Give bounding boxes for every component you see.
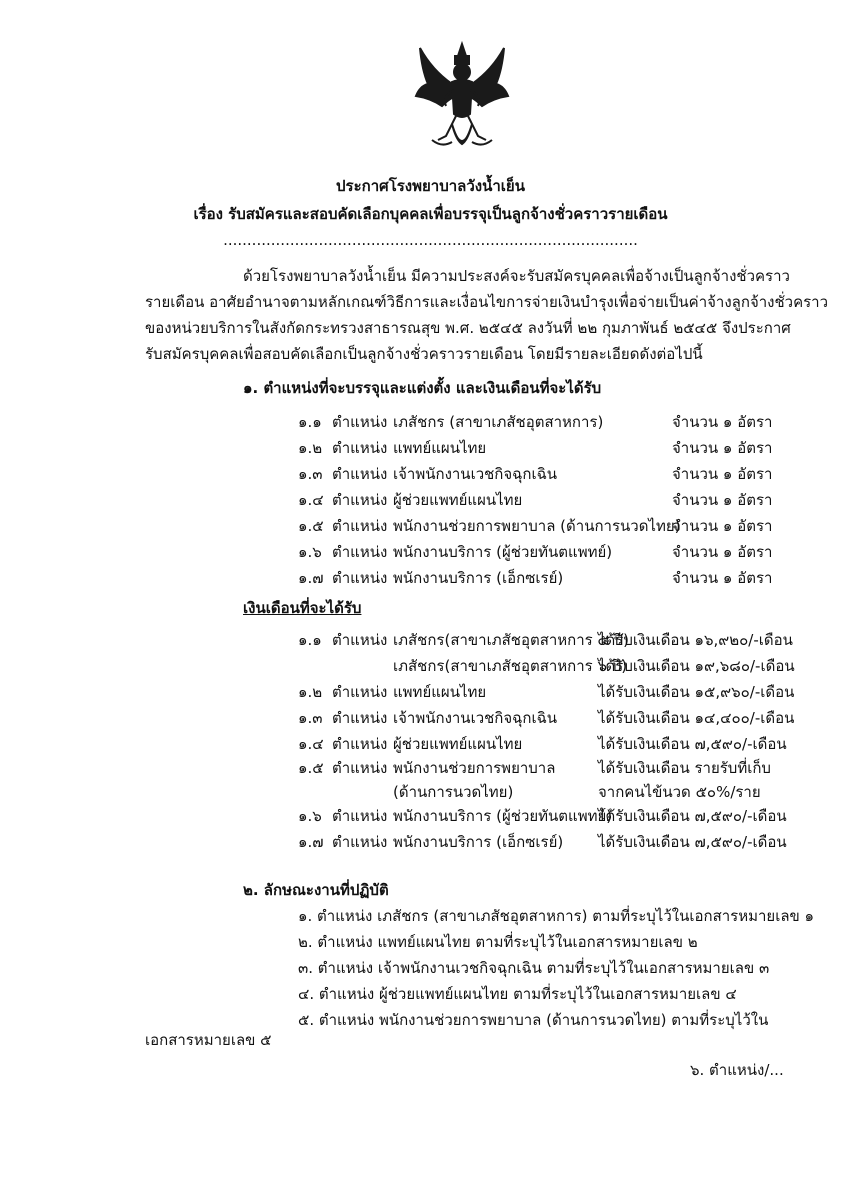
position-count: จำนวน ๑ อัตรา [672,413,773,431]
salary-amount: ได้รับเงินเดือน ๑๔,๔๐๐/-เดือน [598,709,795,727]
salary-amount: ได้รับเงินเดือน รายรับที่เก็บ [598,759,771,777]
position-number: ๑.๔ [298,491,324,509]
salary-number: ๑.๖ [298,807,322,825]
salary-label: ตำแหน่ง [332,807,388,825]
salary-number: ๑.๗ [298,833,324,851]
duty-item: ๒. ตำแหน่ง แพทย์แผนไทย ตามที่ระบุไว้ในเอกสารหมายเลข ๒ [298,933,698,951]
section-2-heading: ๒. ลักษณะงานที่ปฏิบัติ [243,881,389,899]
intro-line-2: รายเดือน อาศัยอำนาจตามหลักเกณฑ์วิธีการและเงื่อนไขการจ่ายเงินบำรุงเพื่อจ่ายเป็นค่าจ้างลูกจ้างชั่วคราว [145,293,829,311]
position-label: ตำแหน่ง [332,491,388,509]
position-name: เจ้าพนักงานเวชกิจฉุกเฉิน [393,465,558,483]
salary-label: ตำแหน่ง [332,683,388,701]
position-name: พนักงานบริการ (เอ็กซเรย์) [393,569,564,587]
salary-position-name: เภสัชกร(สาขาเภสัชอุตสาหการ ๖ ปี) [393,657,628,675]
salary-label: ตำแหน่ง [332,709,388,727]
salary-amount: ได้รับเงินเดือน ๑๙,๖๘๐/-เดือน [598,657,795,675]
position-label: ตำแหน่ง [332,413,388,431]
salary-number: ๑.๑ [298,631,322,649]
duty-item: ๔. ตำแหน่ง ผู้ช่วยแพทย์แผนไทย ตามที่ระบุไว้ในเอกสารหมายเลข ๔ [298,985,737,1003]
intro-line-4: รับสมัครบุคคลเพื่อสอบคัดเลือกเป็นลูกจ้างชั่วคราวรายเดือน โดยมีรายละเอียดดังต่อไปนี้ [145,345,703,363]
position-count: จำนวน ๑ อัตรา [672,439,773,457]
title-separator: ....................................................................................... [223,231,638,249]
salary-amount: ได้รับเงินเดือน ๗,๕๙๐/-เดือน [598,735,787,753]
position-label: ตำแหน่ง [332,543,388,561]
position-label: ตำแหน่ง [332,569,388,587]
salary-position-name: (ด้านการนวดไทย) [393,783,514,801]
document-title: ประกาศโรงพยาบาลวังน้ำเย็น [336,177,525,195]
position-label: ตำแหน่ง [332,465,388,483]
duty-item: ๓. ตำแหน่ง เจ้าพนักงานเวชกิจฉุกเฉิน ตามที่ระบุไว้ในเอกสารหมายเลข ๓ [298,959,770,977]
position-number: ๑.๗ [298,569,324,587]
salary-amount: จากคนไข้นวด ๕๐%/ราย [598,783,761,801]
position-name: พนักงานบริการ (ผู้ช่วยทันตแพทย์) [393,543,613,561]
salary-position-name: แพทย์แผนไทย [393,683,487,701]
duty-item: ๕. ตำแหน่ง พนักงานช่วยการพยาบาล (ด้านการนวดไทย) ตามที่ระบุไว้ใน [298,1011,769,1029]
salary-label: ตำแหน่ง [332,833,388,851]
position-number: ๑.๖ [298,543,322,561]
position-label: ตำแหน่ง [332,517,388,535]
garuda-emblem-icon [412,40,512,158]
position-count: จำนวน ๑ อัตรา [672,543,773,561]
position-label: ตำแหน่ง [332,439,388,457]
salary-amount: ได้รับเงินเดือน ๑๕,๙๖๐/-เดือน [598,683,795,701]
document-subject: เรื่อง รับสมัครและสอบคัดเลือกบุคคลเพื่อบรรจุเป็นลูกจ้างชั่วคราวรายเดือน [193,205,668,223]
position-count: จำนวน ๑ อัตรา [672,569,773,587]
salary-number: ๑.๕ [298,759,324,777]
salary-position-name: ผู้ช่วยแพทย์แผนไทย [393,735,523,753]
position-name: เภสัชกร (สาขาเภสัชอุตสาหการ) [393,413,604,431]
duties-continuation: เอกสารหมายเลข ๕ [145,1031,272,1049]
position-number: ๑.๒ [298,439,323,457]
duty-item: ๑. ตำแหน่ง เภสัชกร (สาขาเภสัชอุตสาหการ) ตามที่ระบุไว้ในเอกสารหมายเลข ๑ [298,907,815,925]
next-page-indicator: ๖. ตำแหน่ง/... [690,1061,784,1079]
position-name: ผู้ช่วยแพทย์แผนไทย [393,491,523,509]
salary-position-name: เจ้าพนักงานเวชกิจฉุกเฉิน [393,709,558,727]
position-number: ๑.๑ [298,413,322,431]
position-name: พนักงานช่วยการพยาบาล (ด้านการนวดไทย) [393,517,681,535]
section-1-heading: ๑. ตำแหน่งที่จะบรรจุและแต่งตั้ง และเงินเดือนที่จะได้รับ [243,379,602,397]
salary-position-name: พนักงานช่วยการพยาบาล [393,759,556,777]
salary-number: ๑.๔ [298,735,324,753]
salary-number: ๑.๒ [298,683,323,701]
position-count: จำนวน ๑ อัตรา [672,491,773,509]
salary-amount: ได้รับเงินเดือน ๑๖,๙๒๐/-เดือน [598,631,793,649]
salary-number: ๑.๓ [298,709,323,727]
salary-position-name: พนักงานบริการ (ผู้ช่วยทันตแพทย์) [393,807,613,825]
salary-heading: เงินเดือนที่จะได้รับ [243,599,362,617]
salary-position-name: เภสัชกร(สาขาเภสัชอุตสาหการ ๕ ปี) [393,631,629,649]
intro-line-1: ด้วยโรงพยาบาลวังน้ำเย็น มีความประสงค์จะรับสมัครบุคคลเพื่อจ้างเป็นลูกจ้างชั่วคราว [243,267,790,285]
intro-line-3: ของหน่วยบริการในสังกัดกระทรวงสาธารณสุข พ.ศ. ๒๕๔๕ ลงวันที่ ๒๒ กุมภาพันธ์ ๒๕๔๕ จึงประกาศ [145,319,791,337]
salary-position-name: พนักงานบริการ (เอ็กซเรย์) [393,833,564,851]
salary-label: ตำแหน่ง [332,735,388,753]
position-count: จำนวน ๑ อัตรา [672,465,773,483]
salary-label: ตำแหน่ง [332,759,388,777]
position-name: แพทย์แผนไทย [393,439,487,457]
salary-amount: ได้รับเงินเดือน ๗,๕๙๐/-เดือน [598,807,787,825]
position-number: ๑.๓ [298,465,323,483]
salary-label: ตำแหน่ง [332,631,388,649]
position-count: จำนวน ๑ อัตรา [672,517,773,535]
position-number: ๑.๕ [298,517,324,535]
salary-amount: ได้รับเงินเดือน ๗,๕๙๐/-เดือน [598,833,787,851]
